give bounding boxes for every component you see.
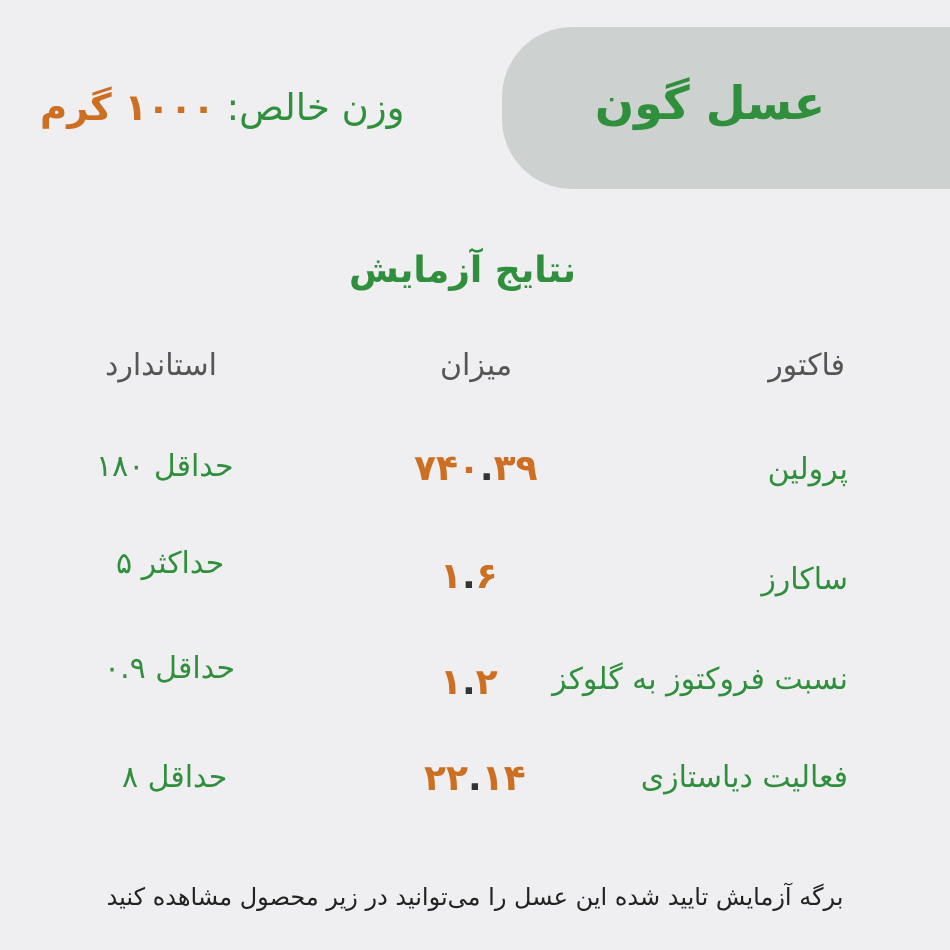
row-factor-sucrose: ساکارز <box>761 562 848 597</box>
amount-integer: ۱ <box>440 662 462 703</box>
decimal-point: . <box>461 662 476 703</box>
amount-decimal: ۲ <box>475 662 498 703</box>
column-header-standard: استاندارد <box>105 348 217 383</box>
product-name: عسل گون <box>594 76 825 130</box>
row-standard-fructose-glucose-ratio: حداقل ۰.۹ <box>104 651 235 686</box>
row-factor-proline: پرولین <box>767 452 848 487</box>
row-factor-diastase-activity: فعالیت دیاستازی <box>640 760 848 795</box>
row-amount-sucrose <box>440 556 498 597</box>
column-header-amount: میزان <box>440 348 513 383</box>
amount-integer: ۱ <box>440 556 462 597</box>
test-results-title: نتایج آزمایش <box>348 250 576 291</box>
net-weight <box>40 86 405 129</box>
amount-integer: ۷۴۰ <box>414 448 480 489</box>
amount-integer: ۲۲ <box>424 758 468 799</box>
decimal-point: . <box>461 556 476 597</box>
footer-note: برگه آزمایش تایید شده این عسل را می‌توانید در زیر محصول مشاهده کنید <box>106 883 844 911</box>
amount-decimal: ۱۴ <box>481 758 526 799</box>
column-header-factor: فاکتور <box>768 348 845 383</box>
net-weight-label: وزن خالص: <box>226 86 405 129</box>
amount-decimal: ۳۹ <box>493 448 538 489</box>
decimal-point: . <box>467 758 482 799</box>
row-standard-diastase-activity: حداقل ۸ <box>122 760 228 795</box>
row-standard-proline: حداقل ۱۸۰ <box>96 449 234 484</box>
row-amount-fructose-glucose-ratio <box>440 662 498 703</box>
net-weight-value: ۱۰۰۰ گرم <box>40 86 215 129</box>
row-standard-sucrose: حداکثر ۵ <box>116 546 225 581</box>
decimal-point: . <box>479 448 494 489</box>
row-amount-diastase-activity <box>424 758 526 799</box>
row-factor-fructose-glucose-ratio: نسبت فروکتوز به گلوکز <box>552 662 848 697</box>
amount-decimal: ۶ <box>475 556 498 597</box>
row-amount-proline <box>414 448 538 489</box>
